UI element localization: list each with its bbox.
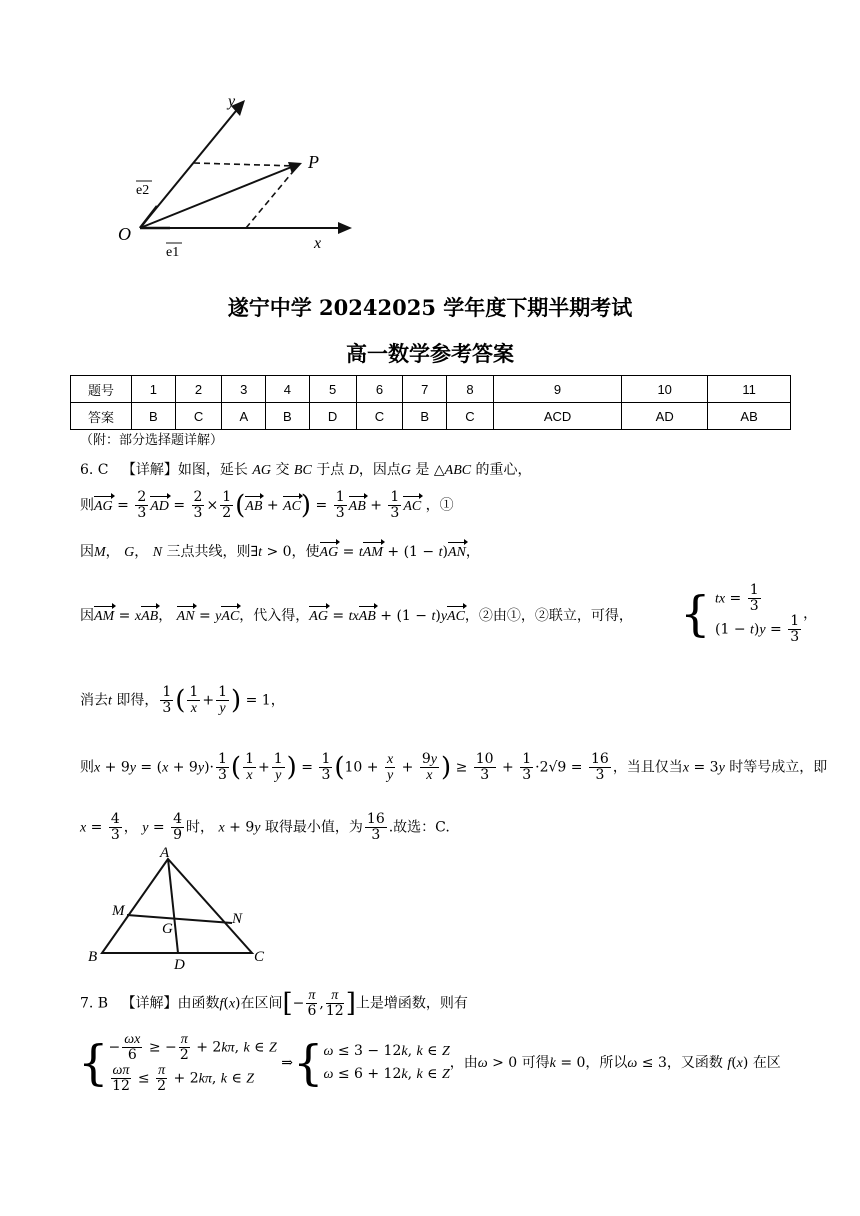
q7-line-1: 7. B 【详解】由函数f(x)在区间[− $\frac{\pi}{6}$ , $\frac{\pi}{12}$ ]上是增函数，则有 [80,988,468,1019]
page-subtitle: 高一数学参考答案 [346,341,514,366]
q6-line-1: 6. C 【详解】如图，延长 AG 交 BC 于点 D，因点G 是 △ABC 的重心， [80,462,532,478]
q6-line-4: 因AM = xAB， AN = yAC，代入得，AG = txAB + (1 − t)yAC，②由①，②联立，可得， [80,606,633,627]
q7-line-2: { − $\frac{\omega x}{6}$ ≥ − $\frac{\pi}{2}$ + 2kπ, k ∈ Z $\frac{\omega\pi}{12}$ ≤ $\frac{\pi}{2}$ + 2kπ, k ∈ Z ⇒{ ω ≤ 3 − 12k, k ∈ Z ω ≤ 6 + 12k, k ∈ Z ，由ω > 0 可得k = 0，所以ω ≤ 3，又函数 f(x) 在区 [78,1032,781,1094]
q6-line-3: 因M， G， N 三点共线，则∃t > 0，使AG = tAM + (1 − t)AN， [80,542,480,563]
vertex-c-label: C [254,949,265,965]
vertex-a-label: A [160,845,170,861]
q6-tag: 【详解】 [121,462,178,478]
table-cell: C [356,403,403,430]
table-cell: 1 [132,376,176,403]
table-cell: 10 [622,376,708,403]
e2-label: e2 [136,183,150,198]
origin-label: O [118,224,131,244]
row-label-number: 题号 [71,376,132,403]
e1-label: e1 [166,245,180,260]
point-g-label: G [162,921,173,937]
q7-number: 7. B [80,995,109,1012]
table-cell: B [403,403,447,430]
dashed-line-top [194,163,296,166]
y-axis-label: y [228,93,236,110]
point-p-label: P [308,152,319,172]
table-cell: 3 [222,376,266,403]
table-cell: 2 [175,376,222,403]
table-cell: D [309,403,356,430]
table-cell: ACD [493,403,621,430]
answer-table [70,375,791,430]
table-row-answers [71,403,791,430]
vector-diagram [112,88,352,268]
table-cell: 11 [708,376,791,403]
note: （附：部分选择题详解） [80,433,224,448]
point-d-label: D [174,957,185,970]
row-label-answer: 答案 [71,403,132,430]
q6-line-2: 则AG = $\frac{2}{3}$ AD = $\frac{2}{3}$ × $\frac{1}{2}$ (AB + AC) = $\frac{1}{3}$ AB + $\frac{1}{3}$ AC ，① [80,489,454,521]
table-cell: 7 [403,376,447,403]
vertex-b-label: B [88,949,98,965]
q6-line-5: 消去t 即得， $\frac{1}{3}$ ( $\frac{1}{x}$ + $\frac{1}{y}$ ) = 1， [80,684,285,716]
table-cell: C [175,403,222,430]
point-n-label: N [232,911,243,927]
q6-number: 6. C [80,462,109,478]
op-vector-line [140,166,294,228]
x-axis-label: x [314,235,322,252]
table-cell: AB [708,403,791,430]
q6-line-6: 则x + 9y = (x + 9y)· $\frac{1}{3}$ ( $\frac{1}{x}$ + $\frac{1}{y}$ ) = $\frac{1}{3}$ (10 + $\frac{x}{y}$ + $\frac{9y}{x}$ ) ≥ $\frac{10}{3}$ + $\frac{1}{3}$ ·2√9 = $\frac{16}{3}$ ，当且仅当x = 3y 时等号成立，即 [80,751,828,783]
q6-line-7: x = $\frac{4}{3}$ ， y = $\frac{4}{9}$ 时， x + 9y 取得最小值，为 $\frac{16}{3}$ .故选：C. [80,811,450,843]
table-cell: 8 [447,376,494,403]
x-axis-arrow [338,222,352,234]
page-title: 遂宁中学 20242025 学年度下期半期考试 [227,295,633,320]
table-cell: AD [622,403,708,430]
table-cell: 5 [309,376,356,403]
table-cell: B [266,403,310,430]
dashed-line-bottom [246,168,296,228]
q7-tag: 【详解】 [121,995,178,1012]
table-cell: 9 [493,376,621,403]
table-cell: A [222,403,266,430]
point-m-label: M [112,903,125,919]
table-cell: C [447,403,494,430]
q6-system: { tx = $\frac{1}{3}$ (1 − t)y = $\frac{1}{3}$ ， [680,582,818,645]
table-cell: 6 [356,376,403,403]
triangle-diagram [82,845,274,970]
op-vector-arrow [288,162,302,174]
table-row-numbers [71,376,791,403]
table-cell: B [132,403,176,430]
table-cell: 4 [266,376,310,403]
